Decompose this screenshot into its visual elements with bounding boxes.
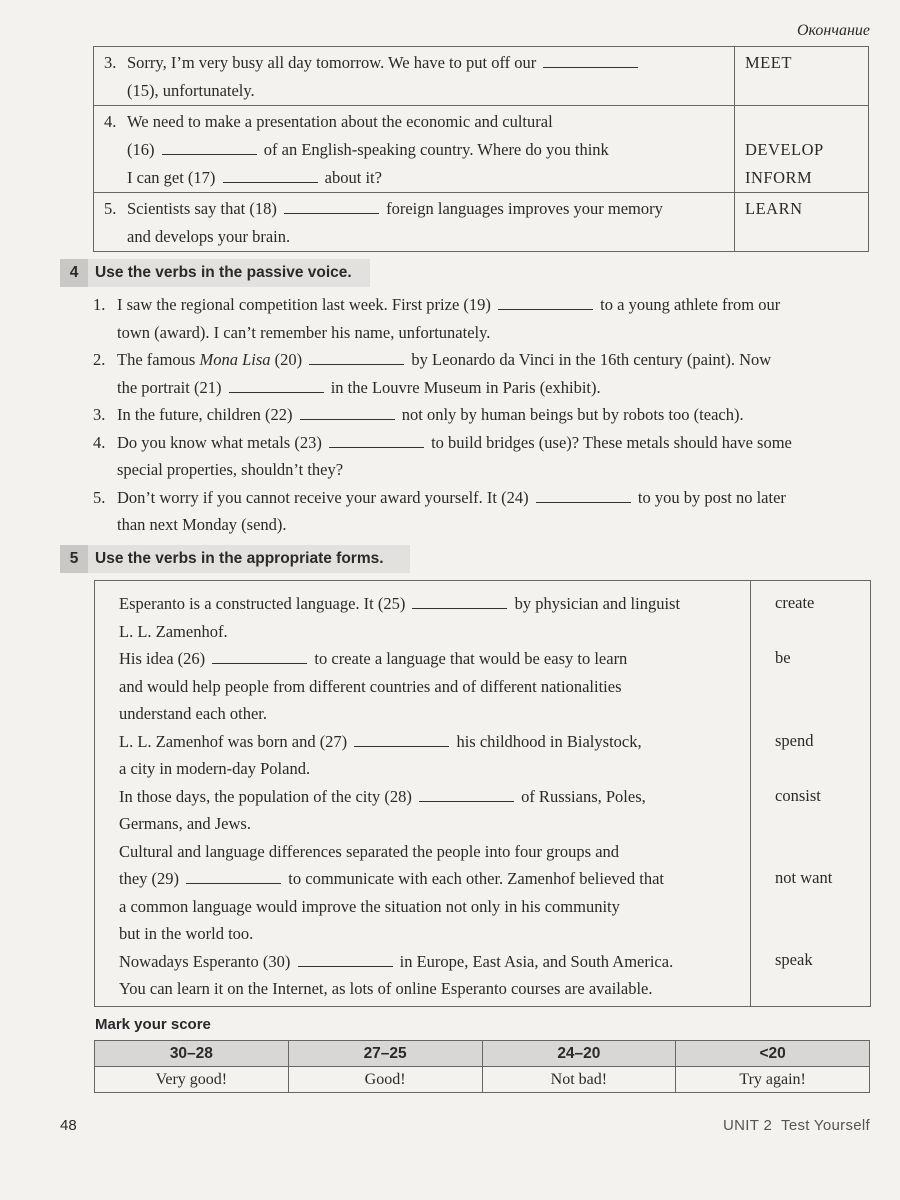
score-label: Try again! xyxy=(676,1067,870,1093)
exercise4-heading xyxy=(60,259,370,287)
text-line: (16) of an English-speaking country. Where do you think xyxy=(127,140,609,159)
text-line: I can get (17) about it? xyxy=(127,168,382,187)
text-line: L. L. Zamenhof. xyxy=(119,621,228,641)
sentence-cell xyxy=(94,47,735,106)
list-item xyxy=(93,346,868,401)
item-number: 3. xyxy=(104,53,117,72)
text-line: Don’t worry if you cannot receive your award yourself. It (24) to you by post no later xyxy=(117,487,786,507)
answer-blank[interactable] xyxy=(284,201,379,214)
text-line: In those days, the population of the city (28) of Russians, Poles, xyxy=(119,786,646,806)
answer-blank[interactable] xyxy=(309,352,404,365)
item xyxy=(104,49,724,105)
page-number: 48 xyxy=(60,1117,77,1134)
score-table xyxy=(94,1040,870,1093)
text-line: Cultural and language differences separated the people into four groups and xyxy=(119,841,620,861)
answer-blank[interactable] xyxy=(354,734,449,747)
list-item xyxy=(93,291,868,346)
score-label: Good! xyxy=(288,1067,482,1093)
table-row xyxy=(94,106,869,193)
list-item xyxy=(93,484,868,539)
exercise-number: 5 xyxy=(60,545,88,573)
italic-title: Mona Lisa xyxy=(199,350,271,369)
sentence-cell xyxy=(94,106,735,193)
base-word: DEVELOP xyxy=(745,140,824,159)
word-cell xyxy=(735,193,869,252)
score-range: 27–25 xyxy=(288,1041,482,1067)
text-line: and develops your brain. xyxy=(127,227,291,246)
verb-hint: be xyxy=(775,648,791,667)
verb-hint: spend xyxy=(775,731,814,750)
score-range: <20 xyxy=(676,1041,870,1067)
item-number: 2. xyxy=(93,350,106,369)
word-cell xyxy=(735,106,869,193)
score-label: Very good! xyxy=(95,1067,289,1093)
base-word xyxy=(745,108,858,136)
exercise3-table xyxy=(93,46,869,252)
text-line: Sorry, I’m very busy all day tomorrow. We have to put off our xyxy=(127,49,641,77)
answer-blank[interactable] xyxy=(162,142,257,155)
score-label: Not bad! xyxy=(482,1067,676,1093)
section-label: Test Yourself xyxy=(781,1117,870,1134)
exercise5-heading xyxy=(60,545,410,573)
list-item xyxy=(93,401,868,429)
item-number: 1. xyxy=(93,295,106,314)
item-number: 5. xyxy=(104,199,117,218)
text-line: I saw the regional competition last week. First prize (19) to a young athlete from our xyxy=(117,295,781,314)
base-word: MEET xyxy=(745,53,792,72)
esperanto-text xyxy=(95,581,751,1006)
verb-hint: consist xyxy=(775,786,821,805)
item-number: 4. xyxy=(93,432,106,452)
text-line: You can learn it on the Internet, as lots of online Esperanto courses are available. xyxy=(119,979,653,998)
answer-blank[interactable] xyxy=(412,596,507,609)
sentence-cell xyxy=(94,193,735,252)
continued-label: Окончание xyxy=(796,22,870,39)
verb-hint: create xyxy=(775,593,815,612)
text-line: but in the world too. xyxy=(119,924,254,943)
exercise-title: Use the verbs in the appropriate forms. xyxy=(95,550,384,567)
text-line: town (award). I can’t remember his name, unfortunately. xyxy=(117,322,491,342)
text-line: We need to make a presentation about the economic and cultural xyxy=(127,112,553,131)
score-title: Mark your score xyxy=(95,1016,211,1033)
text-line: a city in modern-day Poland. xyxy=(119,759,311,778)
answer-blank[interactable] xyxy=(229,380,324,393)
answer-blank[interactable] xyxy=(329,435,424,448)
text-line: a common language would improve the situation not only in his community xyxy=(119,896,620,916)
text-line: Esperanto is a constructed language. It (25) by physician and linguist xyxy=(119,594,681,613)
exercise5-table xyxy=(94,580,871,1007)
text-line: The famous Mona Lisa (20) by Leonardo da Vinci in the 16th century (paint). Now xyxy=(117,350,772,369)
table-row xyxy=(94,193,869,252)
text-line: L. L. Zamenhof was born and (27) his childhood in Bialystock, xyxy=(119,731,642,751)
text-line: than next Monday (send). xyxy=(117,515,287,534)
answer-blank[interactable] xyxy=(186,871,281,884)
answer-blank[interactable] xyxy=(543,55,638,68)
table-row xyxy=(94,47,869,106)
score-labels-row xyxy=(95,1067,870,1093)
list-item xyxy=(93,429,868,484)
item xyxy=(104,108,724,192)
score-range: 24–20 xyxy=(482,1041,676,1067)
running-footer xyxy=(723,1117,870,1134)
text-line: understand each other. xyxy=(119,704,267,723)
answer-blank[interactable] xyxy=(419,789,514,802)
item-number: 5. xyxy=(93,487,106,507)
item-number: 4. xyxy=(104,112,117,131)
base-word: LEARN xyxy=(745,199,803,218)
base-word: INFORM xyxy=(745,168,813,187)
text-line: (15), unfortunately. xyxy=(127,81,255,100)
verb-column xyxy=(751,581,870,1006)
text-line: Scientists say that (18) foreign languages improves your memory xyxy=(127,199,663,218)
score-ranges-row xyxy=(95,1041,870,1067)
verb-hint: not want xyxy=(775,868,833,887)
text-line: In the future, children (22) not only by human beings but by robots too (teach). xyxy=(117,405,744,424)
verb-hint: speak xyxy=(775,950,813,969)
answer-blank[interactable] xyxy=(212,651,307,664)
exercise-number: 4 xyxy=(60,259,88,287)
answer-blank[interactable] xyxy=(298,954,393,967)
text-line: Nowadays Esperanto (30) in Europe, East Asia, and South America. xyxy=(119,951,674,971)
text-line: they (29) to communicate with each other. Zamenhof believed that xyxy=(119,869,664,888)
answer-blank[interactable] xyxy=(498,297,593,310)
exercise-title: Use the verbs in the passive voice. xyxy=(95,264,352,281)
answer-blank[interactable] xyxy=(536,490,631,503)
text-line: His idea (26) to create a language that would be easy to learn xyxy=(119,649,628,668)
exercise4-list xyxy=(93,291,868,539)
text-line: special properties, shouldn’t they? xyxy=(117,460,344,479)
answer-blank[interactable] xyxy=(223,170,318,183)
text-line: Germans, and Jews. xyxy=(119,814,251,833)
item-number: 3. xyxy=(93,405,106,424)
text-line: the portrait (21) in the Louvre Museum in Paris (exhibit). xyxy=(117,377,601,397)
answer-blank[interactable] xyxy=(300,407,395,420)
unit-label: UNIT 2 xyxy=(723,1117,773,1134)
score-range: 30–28 xyxy=(95,1041,289,1067)
text-line: and would help people from different countries and of different nationalities xyxy=(119,676,622,696)
text-line: Do you know what metals (23) to build bridges (use)? These metals should have some xyxy=(117,432,792,452)
item xyxy=(104,195,724,251)
word-cell xyxy=(735,47,869,106)
